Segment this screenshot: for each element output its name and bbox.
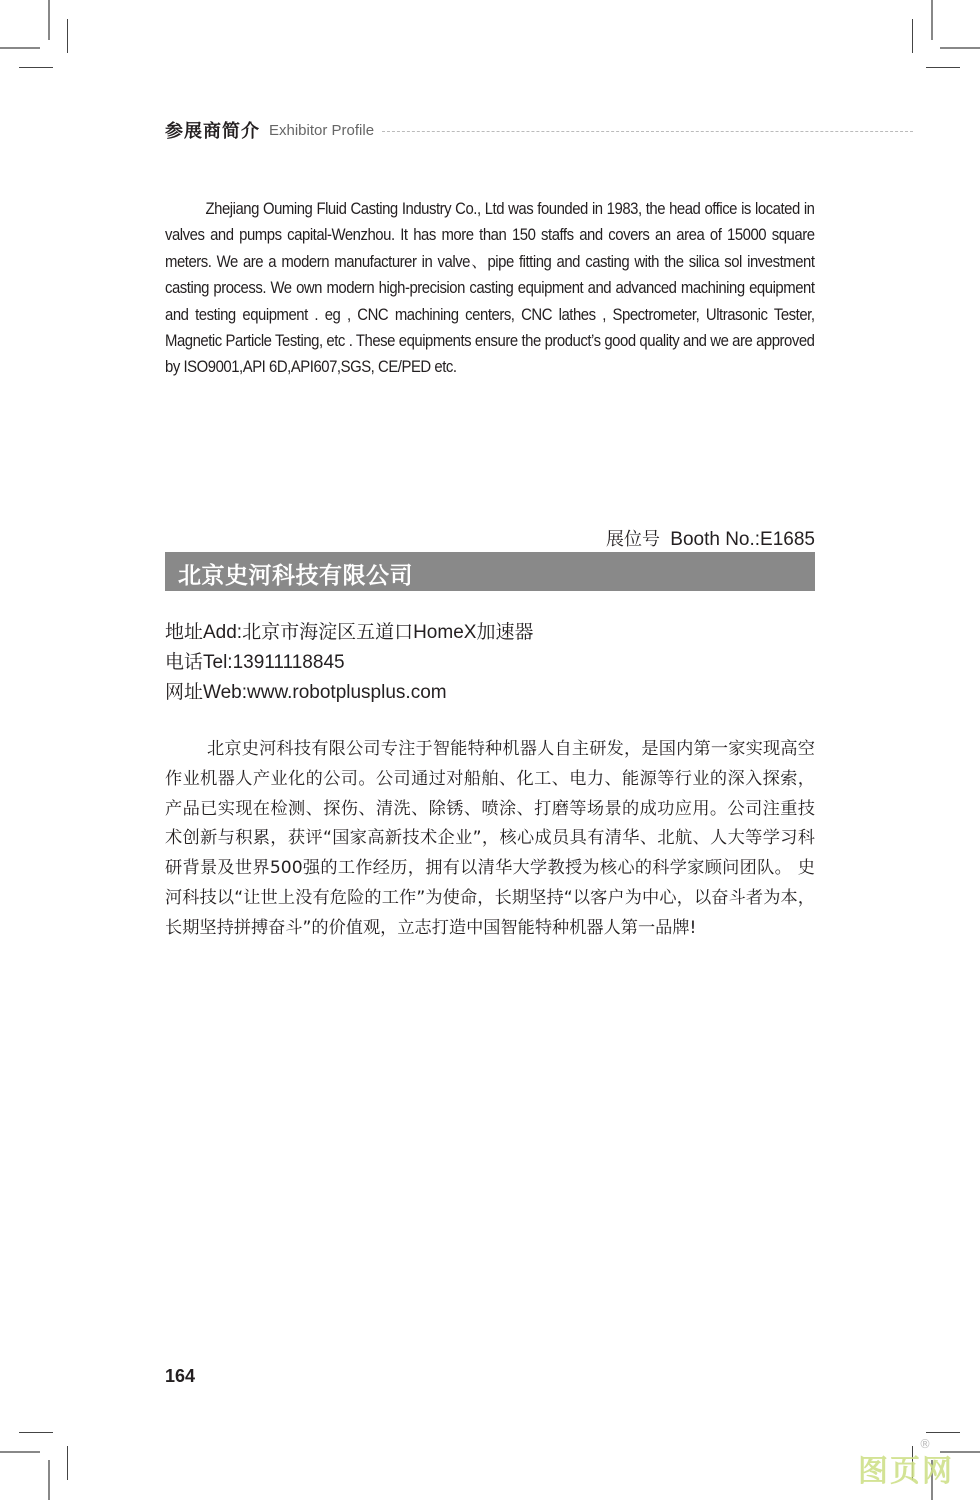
section-header — [165, 117, 913, 143]
crop-mark — [19, 1432, 53, 1433]
booth-label-cn: 展位号 — [605, 529, 660, 550]
description-text-cn: 北京史河科技有限公司专注于智能特种机器人自主研发，是国内第一家实现高空作业机器人产业化的公司。公司通过对船舶、化工、电力、能源等行业的深入探索，产品已实现在检测、探伤、清洗、除锈、喷涂、打磨等场景的成功应用。公司注重技术创新与积累，获评“国家高新技术企业”，核心成员具有清华、北航、人大等学习科研背景及世界500强的工作经历，拥有以清华大学教授为核心的科学家顾问团队。 史河科技以“让世上没有危险的工作”为使命，长期坚持“以客户为中心，以奋斗者为本，长期坚持拼搏奋斗”的价值观，立志打造中国智能特种机器人第一品牌! — [165, 739, 815, 938]
tel-line: 电话Tel:13911118845 — [165, 652, 345, 673]
crop-mark — [67, 1446, 68, 1480]
section-title-cn: 参展商简介 — [165, 121, 260, 142]
crop-mark — [940, 47, 980, 49]
crop-mark — [48, 1460, 50, 1500]
crop-mark — [931, 0, 933, 40]
address-line: 地址Add:北京市海淀区五道口HomeX加速器 — [165, 622, 534, 643]
crop-mark — [0, 1451, 40, 1453]
web-line: 网址Web:www.robotplusplus.com — [165, 682, 447, 703]
company-name-bar — [165, 552, 815, 591]
crop-mark — [48, 0, 50, 40]
booth-value: E1685 — [760, 529, 815, 550]
crop-mark — [926, 1432, 960, 1433]
header-dashed-rule — [382, 131, 913, 132]
crop-mark — [0, 47, 40, 49]
section-title-en: Exhibitor Profile — [269, 121, 375, 139]
page-number: 164 — [165, 1366, 196, 1386]
crop-mark — [67, 19, 68, 53]
previous-exhibitor-description — [165, 196, 815, 381]
crop-mark — [19, 67, 53, 68]
watermark-logo: 图页网 — [858, 1454, 954, 1489]
crop-mark — [912, 19, 913, 53]
company-description — [165, 735, 815, 944]
booth-number — [606, 525, 815, 551]
registered-mark: ® — [919, 1437, 931, 1451]
company-name: 北京史河科技有限公司 — [178, 563, 413, 589]
booth-label-en: Booth No.: — [670, 529, 761, 550]
description-text-en: Zhejiang Ouming Fluid Casting Industry Co., Ltd was founded in 1983, the head office is located in valves and pumps capital-Wenzhou. It has more than 150 staffs and covers an area of 15000 square meters. We are a modern manufacturer in valve、pipe fitting and casting with the silica sol investment casting process. We own modern high-precision casting equipment and advanced machining equipment and testing equipment . eg , CNC machining centers, CNC lathes , Spectrometer, Ultrasonic Tester, Magnetic Particle Testing, etc . These equipments ensure the product’s good quality and we are approved by ISO9001,API 6D,API607,SGS, CE/PED etc. — [165, 200, 815, 377]
crop-mark — [926, 67, 960, 68]
contact-info — [165, 618, 533, 708]
